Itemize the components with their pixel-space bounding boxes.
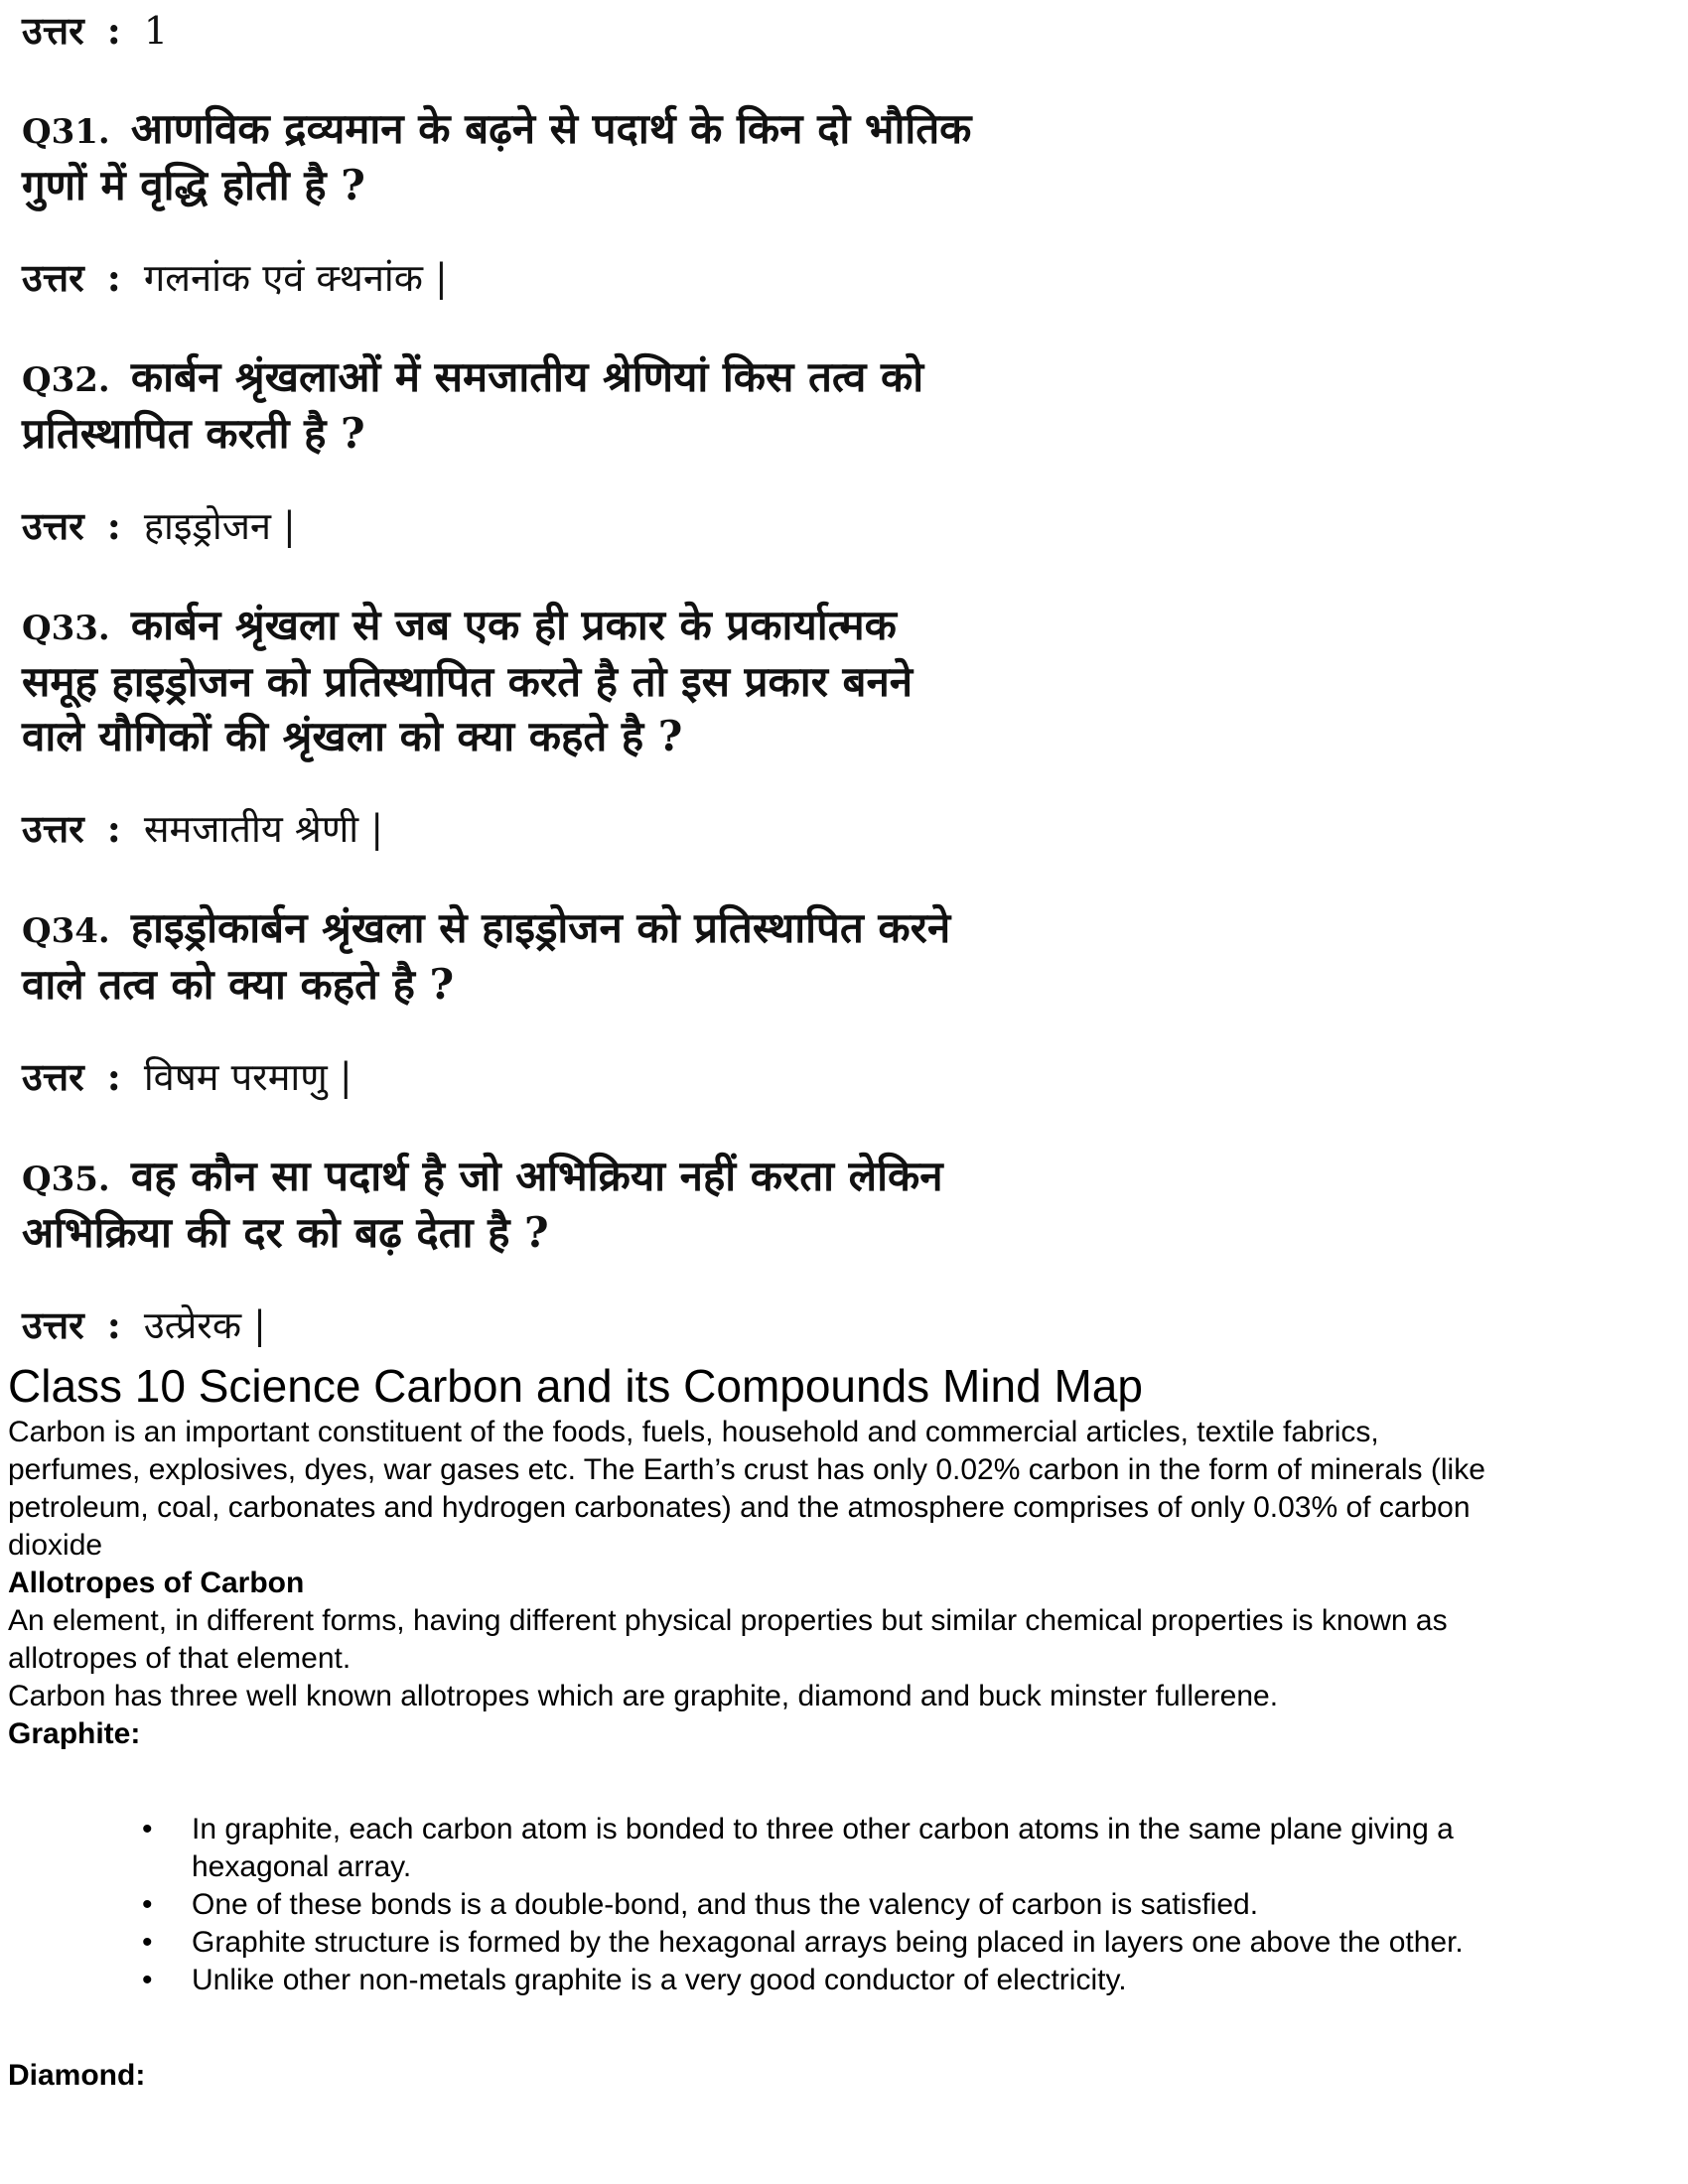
question-number: Q35.	[22, 1160, 110, 1199]
intro-line: petroleum, coal, carbonates and hydrogen carbonates) and the atmosphere comprises of only 0.03% of carbon	[8, 1491, 1471, 1524]
answer-colon: :	[106, 255, 121, 300]
graphite-bullet	[8, 1811, 1676, 1886]
intro-line: perfumes, explosives, dyes, war gases etc. The Earth’s crust has only 0.02% carbon in the form of minerals (like	[8, 1453, 1485, 1486]
question-number: Q31.	[22, 112, 110, 152]
answer-text: हाइड्रोजन |	[143, 504, 296, 548]
answer-label: उत्तर	[22, 503, 84, 548]
answer-line	[22, 499, 296, 551]
question-text: अभिक्रिया की दर को बढ़ देता है ?	[22, 1208, 549, 1257]
question-line	[22, 404, 365, 461]
question-text: कार्बन श्रृंखला से जब एक ही प्रकार के प्रकार्यात्मक	[130, 601, 897, 649]
question-text: प्रतिस्थापित करती है ?	[22, 409, 365, 458]
answer-line	[22, 802, 383, 854]
graphite-bullet	[8, 1924, 1676, 1962]
question-line	[22, 347, 923, 404]
bullet-line: • Unlike other non-metals graphite is a very good conductor of electricity.	[192, 1964, 1127, 1996]
graphite-heading: Graphite:	[8, 1717, 141, 1750]
question-text: वाले तत्व को क्या कहते है ?	[22, 960, 455, 1009]
answer-label: उत्तर	[22, 255, 84, 300]
question-text: कार्बन श्रृंखलाओं में समजातीय श्रेणियां किस तत्व को	[130, 352, 924, 401]
bullet-line: • In graphite, each carbon atom is bonded to three other carbon atoms in the same plane giving a	[192, 1813, 1454, 1845]
question-number: Q32.	[22, 360, 110, 400]
bullet-line: • Graphite structure is formed by the hexagonal arrays being placed in layers one above the other.	[192, 1926, 1464, 1959]
allotropes-heading: Allotropes of Carbon	[8, 1567, 305, 1599]
page-title: Class 10 Science Carbon and its Compounds Mind Map	[8, 1360, 1143, 1412]
answer-colon: :	[106, 806, 121, 851]
answer-colon: :	[106, 503, 121, 548]
answer-line	[22, 251, 448, 303]
answer-label: उत्तर	[22, 1054, 84, 1099]
answer-text: समजातीय श्रेणी |	[143, 807, 384, 851]
answer-label: उत्तर	[22, 8, 84, 53]
answer-label: उत्तर	[22, 806, 84, 851]
answer-text: विषम परमाणु |	[143, 1055, 352, 1099]
graphite-bullet	[8, 1886, 1676, 1924]
answer-colon: :	[106, 1054, 121, 1099]
mindmap-section	[8, 1358, 1676, 2095]
answer-line	[22, 1050, 352, 1102]
question-line	[22, 156, 365, 212]
question-text: वाले यौगिकों की श्रृंखला को क्या कहते है ?	[22, 712, 683, 760]
answer-line	[22, 1298, 266, 1350]
graphite-bullet-list	[8, 1811, 1676, 1999]
question-number: Q33.	[22, 609, 110, 648]
question-line	[22, 596, 897, 652]
intro-line: Carbon is an important constituent of the foods, fuels, household and commercial articles, textile fabrics,	[8, 1416, 1379, 1448]
intro-line: dioxide	[8, 1529, 103, 1562]
question-line	[22, 955, 454, 1012]
question-text: समूह हाइड्रोजन को प्रतिस्थापित करते है तो इस प्रकार बनने	[22, 657, 914, 706]
answer-colon: :	[106, 8, 121, 53]
answer-text: उत्प्रेरक |	[143, 1303, 266, 1347]
allotropes-line: An element, in different forms, having different physical properties but similar chemical properties is known as	[8, 1604, 1448, 1637]
allotropes-line: allotropes of that element.	[8, 1642, 352, 1675]
question-line	[22, 707, 682, 763]
answer-text: गलनांक एवं क्‍थनांक |	[143, 256, 448, 300]
question-number: Q34.	[22, 911, 110, 951]
question-text: गुणों में वृद्धि होती है ?	[22, 161, 365, 209]
question-line	[22, 1203, 549, 1260]
answer-text: 1	[143, 9, 169, 53]
question-text: आणविक द्रव्यमान के बढ़ने से पदार्थ के किन दो भौतिक	[130, 104, 972, 153]
answer-line	[22, 4, 168, 56]
allotropes-line: Carbon has three well known allotropes which are graphite, diamond and buck minster fullerene.	[8, 1680, 1279, 1712]
question-line	[22, 898, 950, 955]
answer-label: उत्तर	[22, 1302, 84, 1347]
question-line	[22, 1147, 943, 1203]
diamond-heading: Diamond:	[8, 2059, 146, 2092]
question-text: वह कौन सा पदार्थ है जो अभिक्रिया नहीं करता लेकिन	[130, 1152, 943, 1200]
question-line	[22, 652, 913, 709]
question-text: हाइड्रोकार्बन श्रृंखला से हाइड्रोजन को प्रतिस्थापित करने	[130, 903, 951, 952]
graphite-bullet	[8, 1962, 1676, 1999]
answer-colon: :	[106, 1302, 121, 1347]
bullet-line: hexagonal array.	[192, 1850, 412, 1883]
question-line	[22, 99, 971, 156]
bullet-line: • One of these bonds is a double-bond, and thus the valency of carbon is satisfied.	[192, 1888, 1259, 1921]
